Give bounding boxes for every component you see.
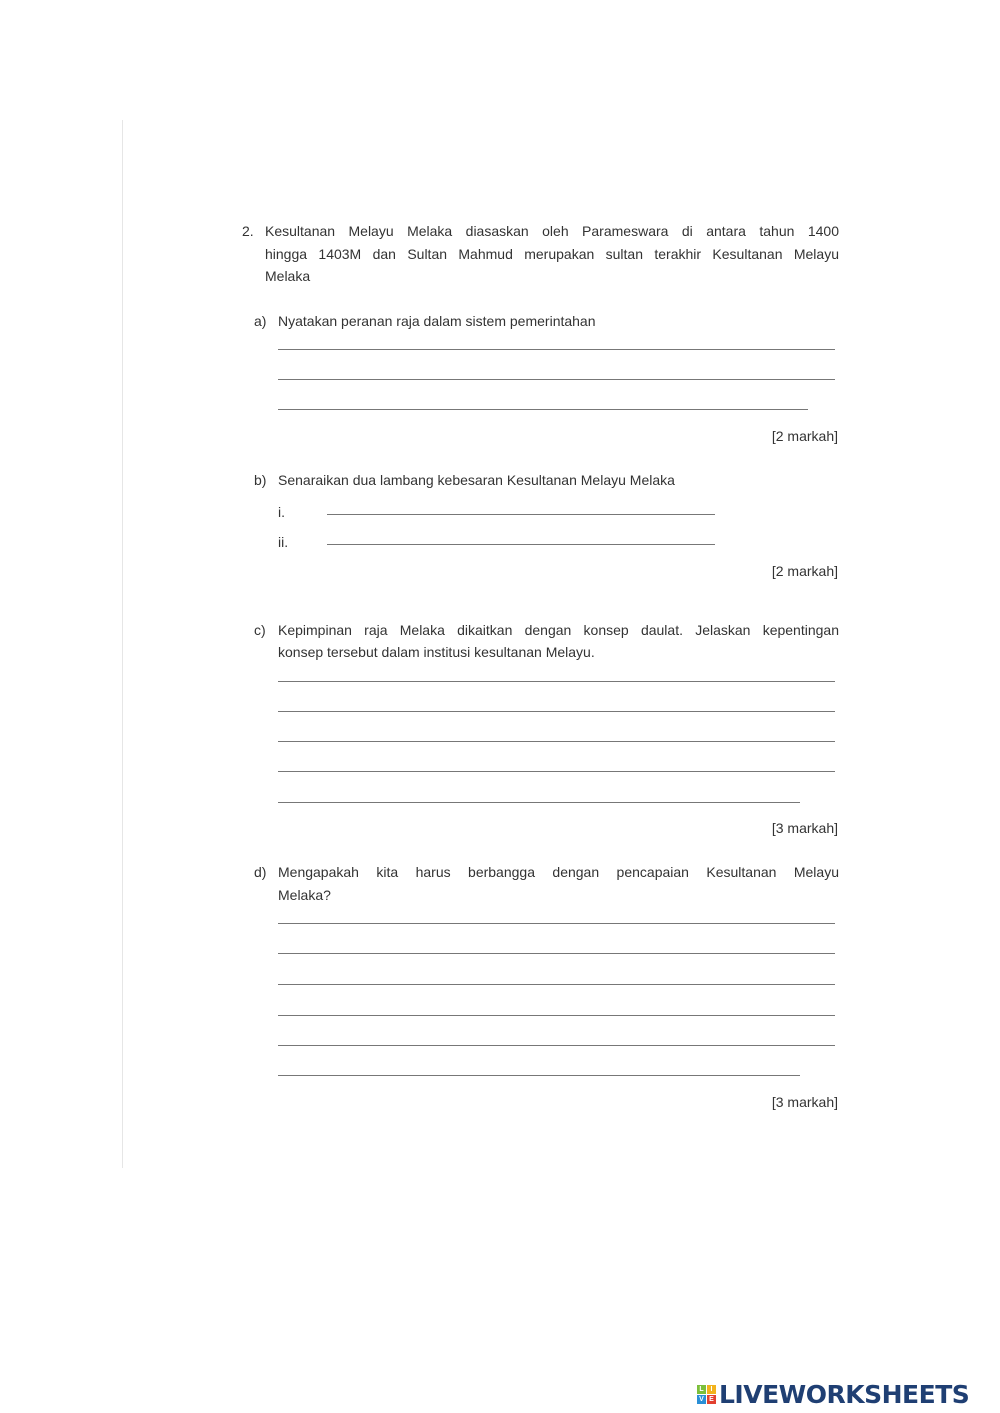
part-b-answer-2[interactable] — [327, 530, 715, 545]
page-edge-divider — [122, 120, 123, 1168]
part-c-marks: [3 markah] — [771, 820, 838, 836]
part-d-answer-line-2[interactable] — [278, 939, 835, 954]
part-d-answer-line-1[interactable] — [278, 909, 835, 924]
logo-cube-v: V — [697, 1395, 706, 1404]
part-a-marks: [2 markah] — [771, 428, 838, 444]
part-b-answer-1[interactable] — [327, 500, 715, 515]
part-a-question: Nyatakan peranan raja dalam sistem pemerintahan — [278, 313, 596, 329]
part-c-label: c) — [254, 622, 266, 638]
part-d-question-line-2: Melaka? — [278, 887, 331, 903]
part-c-answer-line-1[interactable] — [278, 667, 835, 682]
part-a-answer-line-1[interactable] — [278, 335, 835, 350]
part-b-marks: [2 markah] — [771, 563, 838, 579]
part-d-answer-line-6[interactable] — [278, 1061, 800, 1076]
liveworksheets-logo — [697, 1380, 969, 1409]
part-c-question-line-1: Kepimpinan raja Melaka dikaitkan dengan konsep daulat. Jelaskan kepentingan — [278, 622, 839, 638]
logo-cube-icon — [697, 1385, 716, 1404]
part-d-answer-line-3[interactable] — [278, 970, 835, 985]
question-stem-line-3: Melaka — [265, 268, 311, 284]
part-a-answer-line-3[interactable] — [278, 395, 808, 410]
logo-cube-e: E — [707, 1395, 716, 1404]
part-d-answer-line-5[interactable] — [278, 1031, 835, 1046]
part-d-label: d) — [254, 864, 267, 880]
part-b-item-2-label: ii. — [278, 534, 289, 550]
part-b-item-1-label: i. — [278, 504, 285, 520]
part-a-answer-line-2[interactable] — [278, 365, 835, 380]
logo-text: LIVEWORKSHEETS — [719, 1380, 970, 1409]
question-number: 2. — [242, 223, 254, 239]
part-d-marks: [3 markah] — [771, 1094, 838, 1110]
question-stem-line-1: Kesultanan Melayu Melaka diasaskan oleh Parameswara di antara tahun 1400 — [265, 223, 839, 239]
part-c-answer-line-5[interactable] — [278, 788, 800, 803]
part-d-question-line-1: Mengapakah kita harus berbangga dengan pencapaian Kesultanan Melayu — [278, 864, 839, 880]
logo-cube-l: L — [697, 1385, 706, 1394]
part-b-label: b) — [254, 472, 267, 488]
part-c-answer-line-2[interactable] — [278, 697, 835, 712]
part-b-question: Senaraikan dua lambang kebesaran Kesultanan Melayu Melaka — [278, 472, 675, 488]
part-d-answer-line-4[interactable] — [278, 1001, 835, 1016]
part-c-answer-line-4[interactable] — [278, 757, 835, 772]
part-c-question-line-2: konsep tersebut dalam institusi kesultanan Melayu. — [278, 644, 595, 660]
logo-cube-i: I — [707, 1385, 716, 1394]
part-c-answer-line-3[interactable] — [278, 727, 835, 742]
part-a-label: a) — [254, 313, 267, 329]
question-stem-line-2: hingga 1403M dan Sultan Mahmud merupakan sultan terakhir Kesultanan Melayu — [265, 246, 839, 262]
